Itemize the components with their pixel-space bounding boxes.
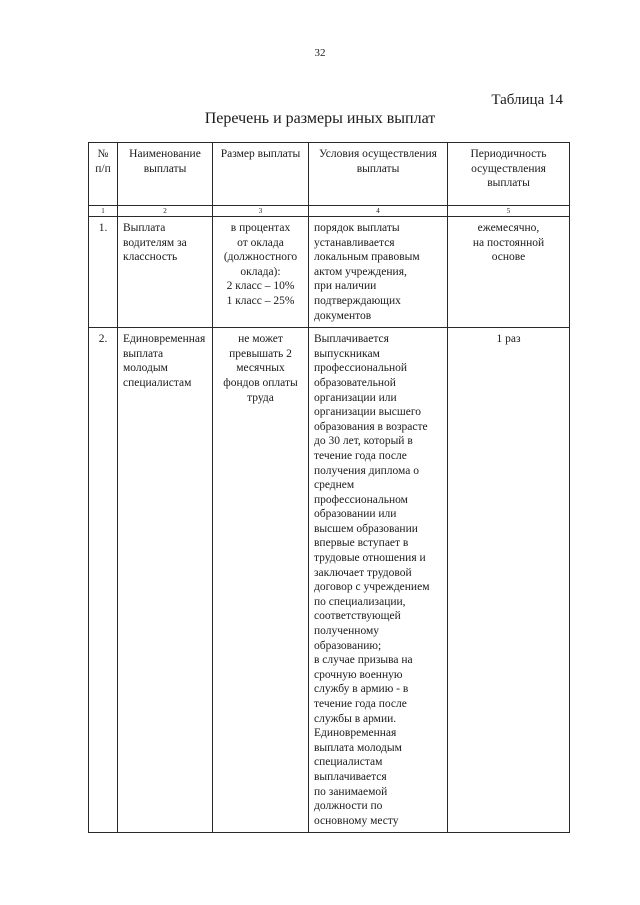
table-title: Перечень и размеры иных выплат [204,110,436,127]
payments-table [88,142,570,833]
payment-amount: не может превышать 2 месячных фондов оплаты труда [213,328,309,833]
header-name: Наименование выплаты [118,143,213,206]
column-index-row [89,206,570,217]
row-number: 2. [89,328,118,833]
column-index: 2 [118,206,213,217]
payment-name: Единовременная выплата молодым специалистам [118,328,213,833]
page-number: 32 [314,47,326,59]
header-conditions: Условия осуществления выплаты [309,143,448,206]
column-index: 1 [89,206,118,217]
column-index: 3 [213,206,309,217]
column-index: 4 [309,206,448,217]
payment-conditions: Выплачивается выпускникам профессиональной образовательной организации или организации высшего образования в возрасте до 30 лет, который в течение года после получения диплома о среднем профессиональном образовании или высшем образовании впервые вступает в трудовые отношения и заключает трудовой договор с учреждением по специализации, соответствующей полученному образованию; в случае призыва на срочную военную службу в армию - в течение года после службы в армии. Единовременная выплата молодым специалистам выплачивается по занимаемой должности по основному месту [309,328,448,833]
header-frequency: Периодичность осуществления выплаты [448,143,570,206]
column-index: 5 [448,206,570,217]
header-row [89,143,570,206]
payment-conditions: порядок выплаты устанавливается локальным правовым актом учреждения, при наличии подтверждающих документов [309,217,448,328]
payment-frequency: 1 раз [448,328,570,833]
header-amount: Размер выплаты [213,143,309,206]
row-number: 1. [89,217,118,328]
header-number: № п/п [89,143,118,206]
payment-amount: в процентах от оклада (должностного оклада): 2 класс – 10% 1 класс – 25% [213,217,309,328]
table-row [89,217,570,328]
payment-name: Выплата водителям за классность [118,217,213,328]
table-row [89,328,570,833]
table-label: Таблица 14 [491,92,563,108]
payment-frequency: ежемесячно, на постоянной основе [448,217,570,328]
